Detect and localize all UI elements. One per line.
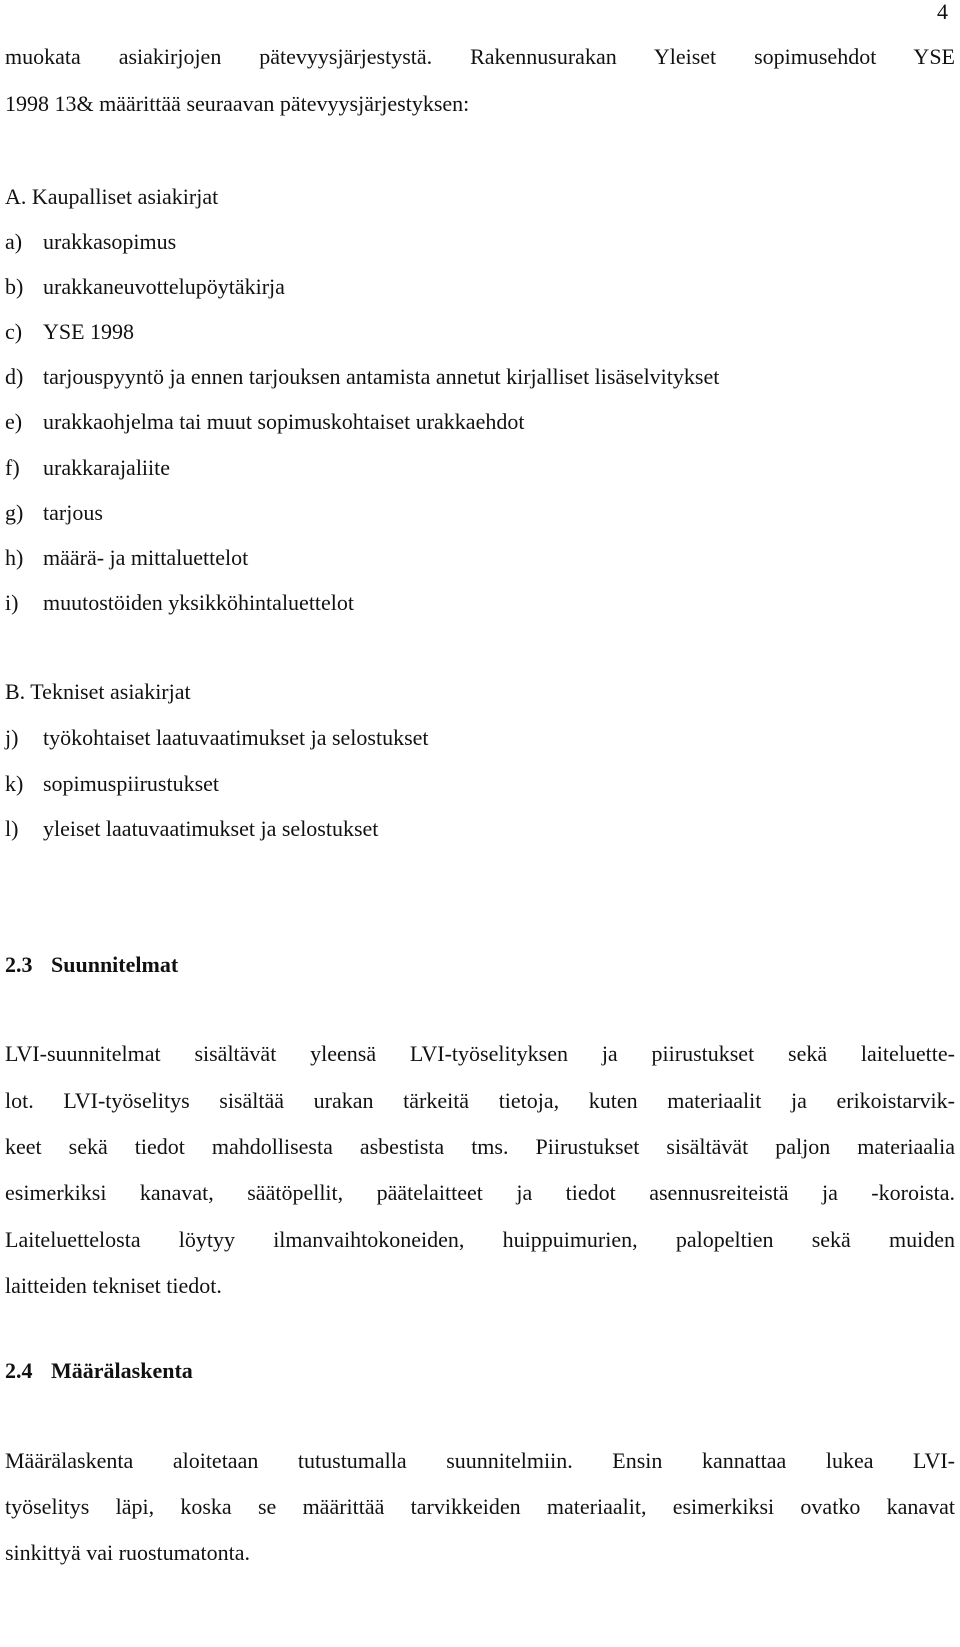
list-marker: c) bbox=[5, 319, 23, 344]
list-item bbox=[5, 590, 354, 616]
paragraph-line: sinkittyä vai ruostumatonta. bbox=[5, 1540, 251, 1565]
list-item-text: työkohtaiset laatuvaatimukset ja selostukset bbox=[43, 725, 429, 750]
list-item bbox=[5, 274, 285, 300]
section-title: Määrälaskenta bbox=[51, 1358, 193, 1383]
list-item-text: urakkaneuvottelupöytäkirja bbox=[43, 274, 285, 299]
list-item-text: tarjouspyyntö ja ennen tarjouksen antamista annetut kirjalliset lisäselvitykset bbox=[43, 364, 720, 389]
list-item-text: määrä- ja mittaluettelot bbox=[43, 545, 249, 570]
paragraph-line: esimerkiksi kanavat, säätöpellit, päätelaitteet ja tiedot asennusreiteistä ja -koroista. bbox=[5, 1180, 955, 1205]
list-marker: j) bbox=[5, 725, 19, 750]
paragraph-line: lot. LVI-työselitys sisältää urakan tärkeitä tietoja, kuten materiaalit ja erikoistarvik- bbox=[5, 1088, 955, 1113]
intro-line-1: muokata asiakirjojen pätevyysjärjestystä. Rakennusurakan Yleiset sopimusehdot YSE bbox=[5, 44, 955, 69]
list-marker: h) bbox=[5, 545, 24, 570]
section-number: 2.3 bbox=[5, 952, 33, 977]
paragraph-line: työselitys läpi, koska se määrittää tarvikkeiden materiaalit, esimerkiksi ovatko kanavat bbox=[5, 1494, 955, 1519]
list-marker: a) bbox=[5, 229, 23, 254]
list-item-text: YSE 1998 bbox=[43, 319, 135, 344]
list-item bbox=[5, 725, 429, 751]
list-item bbox=[5, 545, 248, 571]
list-item-text: urakkarajaliite bbox=[43, 455, 171, 480]
paragraph-line: LVI-suunnitelmat sisältävät yleensä LVI-työselityksen ja piirustukset sekä laiteluette- bbox=[5, 1041, 955, 1066]
paragraph-line: laitteiden tekniset tiedot. bbox=[5, 1273, 222, 1298]
section-heading bbox=[5, 1358, 193, 1384]
page-number: 4 bbox=[937, 0, 948, 24]
list-item bbox=[5, 319, 134, 345]
section-heading bbox=[5, 952, 178, 978]
list-marker: d) bbox=[5, 364, 24, 389]
intro-line-2: 1998 13& määrittää seuraavan pätevyysjärjestyksen: bbox=[5, 91, 470, 116]
list-item bbox=[5, 816, 378, 842]
list-item-text: urakkaohjelma tai muut sopimuskohtaiset urakkaehdot bbox=[43, 409, 525, 434]
list-item-text: sopimuspiirustukset bbox=[43, 771, 220, 796]
paragraph-line: keet sekä tiedot mahdollisesta asbestista tms. Piirustukset sisältävät paljon materiaalia bbox=[5, 1134, 955, 1159]
list-item bbox=[5, 455, 170, 481]
group-b-heading: B. Tekniset asiakirjat bbox=[5, 679, 191, 704]
section-title: Suunnitelmat bbox=[51, 952, 179, 977]
list-item-text: muutostöiden yksikköhintaluettelot bbox=[43, 590, 355, 615]
paragraph-line: Määrälaskenta aloitetaan tutustumalla suunnitelmiin. Ensin kannattaa lukea LVI- bbox=[5, 1448, 955, 1473]
list-marker: f) bbox=[5, 455, 20, 480]
list-marker: g) bbox=[5, 500, 24, 525]
list-item bbox=[5, 500, 103, 526]
list-item bbox=[5, 771, 219, 797]
section-number: 2.4 bbox=[5, 1358, 33, 1383]
group-a-heading: A. Kaupalliset asiakirjat bbox=[5, 184, 219, 209]
list-item-text: yleiset laatuvaatimukset ja selostukset bbox=[43, 816, 379, 841]
list-item bbox=[5, 364, 719, 390]
list-marker: b) bbox=[5, 274, 24, 299]
list-item bbox=[5, 229, 176, 255]
list-marker: l) bbox=[5, 816, 19, 841]
list-marker: i) bbox=[5, 590, 19, 615]
list-marker: e) bbox=[5, 409, 23, 434]
list-item bbox=[5, 409, 524, 435]
list-item-text: urakkasopimus bbox=[43, 229, 177, 254]
list-marker: k) bbox=[5, 771, 24, 796]
paragraph-line: Laiteluettelosta löytyy ilmanvaihtokoneiden, huippuimurien, palopeltien sekä muiden bbox=[5, 1227, 955, 1252]
list-item-text: tarjous bbox=[43, 500, 103, 525]
